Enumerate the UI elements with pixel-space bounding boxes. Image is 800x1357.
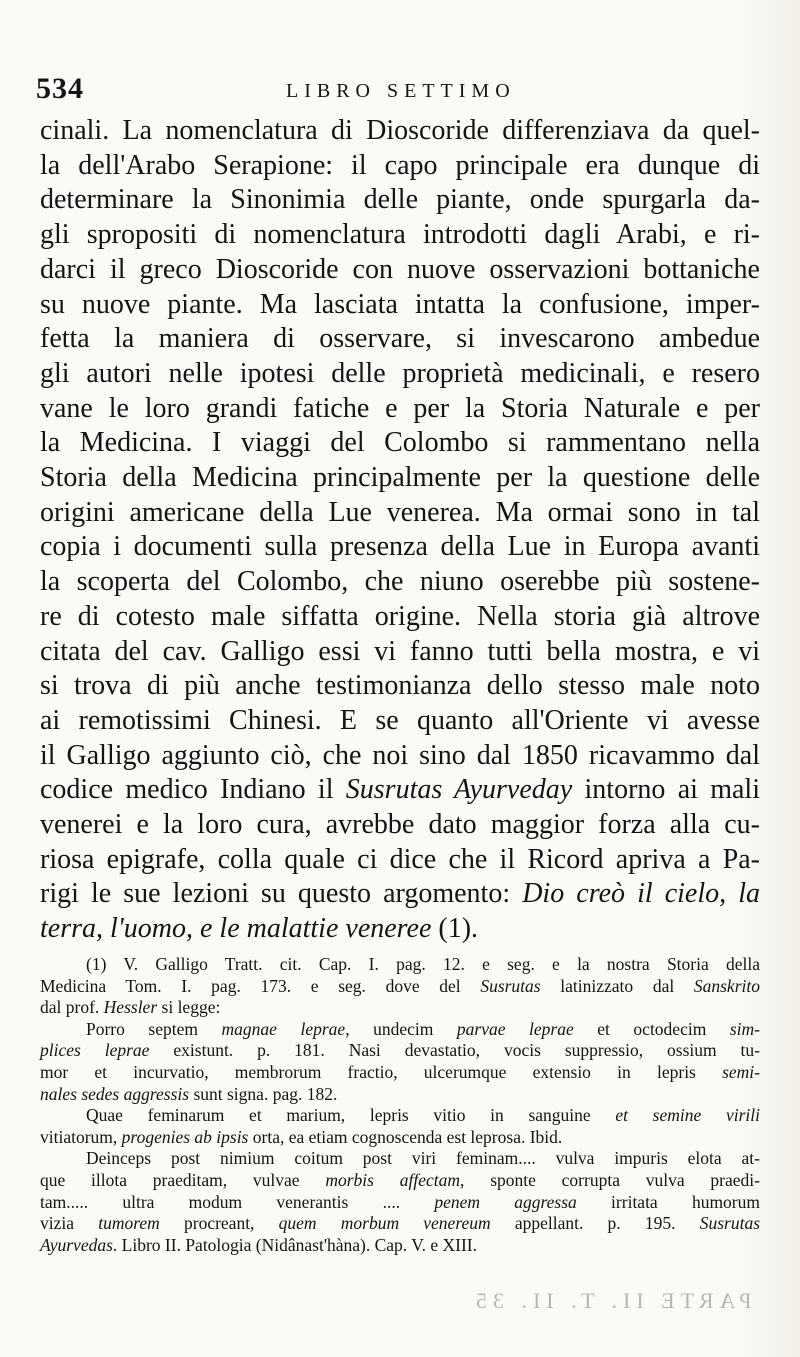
main-text (40, 114, 760, 947)
text-line: riosa epigrafe, colla quale ci dice che il Ricord apriva a Pa- (40, 843, 760, 875)
text-line: la Medicina. I viaggi del Colombo si rammentano nella (40, 427, 760, 459)
text-line: la scoperta del Colombo, che niuno oserebbe più sostene- (40, 566, 760, 598)
text-line: si trova di più anche testimonianza dello stesso male noto (40, 670, 760, 702)
footnote-line: tam..... ultra modum venerantis .... penem aggressa irritata humorum (40, 1191, 760, 1212)
text-line: su nuove piante. Ma lasciata intatta la confusione, imper- (40, 288, 760, 320)
text-line: origini americane della Lue venerea. Ma ormai sono in tal (40, 496, 760, 528)
bleed-through-text: PARTE II. T. II. 35 (470, 1288, 752, 1313)
footnote-block (40, 954, 760, 1256)
text-line: gli spropositi di nomenclatura introdotti dagli Arabi, e ri- (40, 219, 760, 251)
footnote-line: Porro septem magnae leprae, undecim parvae leprae et octodecim sim- (86, 1018, 760, 1039)
footnote-line: dal prof. Hessler si legge: (40, 997, 221, 1018)
footnote-line: Quae feminarum et marium, lepris vitio in sanguine et semine virili (86, 1105, 760, 1126)
text-line: fetta la maniera di osservare, si invescarono ambedue (40, 323, 760, 355)
text-line: vane le loro grandi fatiche e per la Storia Naturale e per (40, 392, 760, 424)
text-line: re di cotesto male siffatta origine. Nella storia già altrove (40, 600, 760, 632)
text-line: citata del cav. Galligo essi vi fanno tutti bella mostra, e vi (40, 635, 760, 667)
footnote-line: (1) V. Galligo Tratt. cit. Cap. I. pag. 12. e seg. e la nostra Storia della (86, 954, 760, 974)
text-line: ai remotissimi Chinesi. E se quanto all'Oriente vi avesse (40, 704, 760, 736)
footnote-line: que illota praeditam, vulvae morbis affectam, sponte corrupta vulva praedi- (40, 1169, 760, 1190)
text-line: cinali. La nomenclatura di Dioscoride differenziava da quel- (40, 115, 760, 146)
text-line: terra, l'uomo, e le malattie veneree (1). (40, 913, 479, 945)
footnote-line: Medicina Tom. I. pag. 173. e seg. dove del Susrutas latinizzato dal Sanskrito (40, 975, 760, 996)
footnote-line: Deinceps post nimium coitum post viri feminam.... vulva impuris elota at- (86, 1148, 760, 1169)
footnote-line: mor et incurvatio, membrorum fractio, ulcerumque extensio in lepris semi- (40, 1061, 760, 1082)
footnote-line: Ayurvedas. Libro II. Patologia (Nidânast'hàna). Cap. V. e XIII. (40, 1234, 477, 1255)
text-line: la dell'Arabo Serapione: il capo principale era dunque di (40, 149, 760, 181)
text-line: copia i documenti sulla presenza della Lue in Europa avanti (40, 531, 760, 563)
text-line: venerei e la loro cura, avrebbe dato maggior forza alla cu- (40, 809, 760, 841)
text-line: determinare la Sinonimia delle piante, onde spurgarla da- (40, 184, 760, 216)
text-line: darci il greco Dioscoride con nuove osservazioni bottaniche (40, 253, 760, 285)
page-header (36, 70, 760, 114)
footnote-line: nales sedes aggressis sunt signa. pag. 182. (40, 1083, 338, 1104)
footnote-line: vitiatorum, progenies ab ipsis orta, ea etiam cognoscenda est leprosa. Ibid. (40, 1126, 563, 1147)
running-head: LIBRO SETTIMO (286, 80, 516, 102)
page-number: 534 (36, 72, 84, 105)
footnote-line: plices leprae existunt. p. 181. Nasi devastatio, vocis suppressio, ossium tu- (40, 1040, 760, 1061)
footnote-line: vizia tumorem procreant, quem morbum venereum appellant. p. 195. Susrutas (40, 1213, 761, 1234)
text-line: Storia della Medicina principalmente per la questione delle (40, 462, 760, 494)
text-line: il Galligo aggiunto ciò, che noi sino dal 1850 ricavammo dal (40, 739, 760, 771)
text-line: rigi le sue lezioni su questo argomento: Dio creò il cielo, la (40, 878, 760, 910)
text-line: codice medico Indiano il Susrutas Ayurveday intorno ai mali (40, 774, 760, 806)
text-line: gli autori nelle ipotesi delle proprietà medicinali, e resero (40, 357, 760, 389)
